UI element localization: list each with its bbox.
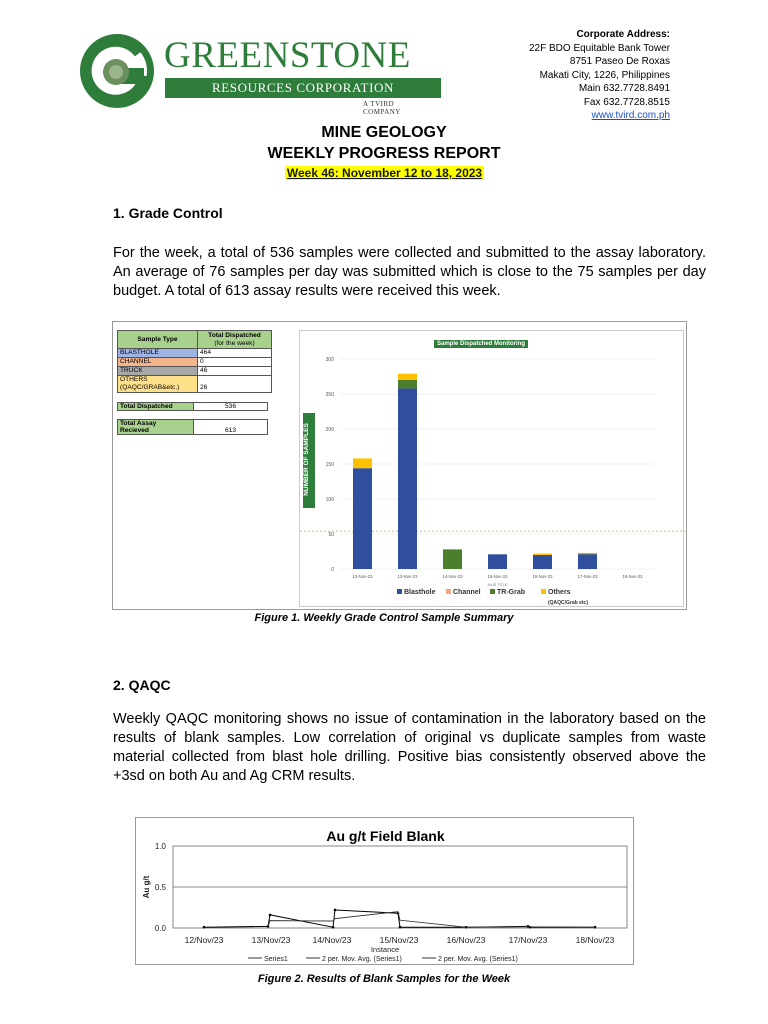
series-line-1: [268, 912, 595, 928]
table-header: Sample Type: [118, 331, 198, 349]
y-axis-label: Au g/t: [142, 875, 151, 899]
legend-label: Others: [548, 589, 571, 596]
table-header-line: (for the week): [214, 339, 255, 347]
data-point: [334, 909, 337, 912]
table-cell-line: OTHERS: [120, 376, 148, 383]
x-axis-label: Instance: [370, 945, 400, 954]
y-tick-label: 100: [325, 497, 334, 503]
data-point: [203, 926, 206, 929]
chart-title: Sample Dispatched Monitoring: [434, 340, 528, 348]
chart-title: Au g/t Field Blank: [326, 828, 445, 844]
total-dispatched-box: [117, 402, 268, 411]
table-row: [118, 358, 272, 367]
bar-segment-tr-grab: [443, 549, 462, 569]
x-tick-label: 12/Nov/23: [184, 935, 224, 945]
y-tick-label: 150: [325, 462, 334, 468]
data-point: [399, 926, 402, 929]
legend-swatch: [446, 589, 451, 594]
x-tick-label: 14/Nov/23: [312, 935, 352, 945]
address-line: 8751 Paseo De Roxas: [569, 56, 670, 67]
bar-segment-blasthole: [533, 555, 552, 569]
x-tick-label: 18/Nov/23: [575, 935, 615, 945]
total-assay-label-line: Recieved: [120, 427, 149, 434]
x-tick-label: 13-Nov-23: [397, 574, 418, 579]
company-name: GREENSTONE: [164, 35, 411, 76]
section-text-qaqc: Weekly QAQC monitoring shows no issue of contamination in the laboratory based on the results of blank samples. Low correlation of original vs duplicate samples from waste material collected from blast hole drilling. Positive bias consistently observed above the +3sd on both Au and Ag CRM results.: [113, 711, 706, 784]
website-link[interactable]: www.tvird.com.ph: [591, 110, 670, 121]
bar-segment-others: [353, 458, 372, 468]
bar-chart-svg: [300, 331, 685, 608]
table-row: [118, 376, 272, 393]
x-tick-label: 18-Nov-23: [622, 574, 643, 579]
y-tick-label: 300: [325, 357, 334, 363]
legend-swatch: [490, 589, 495, 594]
table-row: [118, 349, 272, 358]
section-heading-grade-control: 1. Grade Control: [113, 205, 223, 221]
bar-segment-blasthole: [353, 468, 372, 569]
address-line: 22F BDO Equitable Bank Tower: [528, 42, 670, 54]
series-line-2: [268, 912, 595, 928]
x-tick-label: 14-Nov-23: [442, 574, 463, 579]
address-title: Corporate Address:: [576, 29, 670, 40]
legend-label: Series1: [264, 956, 288, 963]
bar-segment-others: [578, 553, 597, 554]
legend-note: (QAQC/Grab etc): [548, 600, 589, 606]
figure-1-caption: Figure 1. Weekly Grade Control Sample Summary: [254, 612, 514, 624]
y-tick-label: 250: [325, 392, 334, 398]
legend-label: 2 per. Mov. Avg. (Series1): [438, 956, 518, 963]
y-axis-label: NUMBER OF SAMPLES: [303, 423, 310, 496]
total-assay-label: [118, 420, 194, 435]
address-line: Makati City, 1226, Philippines: [539, 69, 670, 81]
figure-2-caption: Figure 2. Results of Blank Samples for the Week: [257, 973, 511, 985]
data-point: [269, 914, 272, 917]
company-tagline: A TVIRD COMPANY: [363, 100, 401, 116]
figure-grade-control-summary: [112, 321, 687, 610]
table-cell: CHANNEL: [118, 358, 198, 367]
week-label: Week 46: November 12 to 18, 2023: [286, 166, 483, 180]
total-assay-box: [117, 419, 268, 435]
total-assay-label-line: Total Assay: [120, 420, 157, 427]
phone-main: Main 632.7728.8491: [578, 83, 670, 94]
section-heading-qaqc: 2. QAQC: [113, 677, 171, 693]
legend-label: TR-Grab: [497, 589, 525, 596]
bar-segment-others: [398, 374, 417, 380]
bar-segment-others: [533, 554, 552, 555]
legend-label: Channel: [453, 589, 481, 596]
table-cell: [118, 376, 198, 393]
x-tick-label: 12-Nov-23: [352, 574, 373, 579]
x-tick-label: 17/Nov/23: [508, 935, 548, 945]
x-tick-label: 16/Nov/23: [446, 935, 486, 945]
company-logo: [78, 32, 411, 122]
x-axis-title: AXIS TITLE: [487, 583, 508, 587]
legend-swatch: [397, 589, 402, 594]
section-text-grade-control: For the week, a total of 536 samples were collected and submitted to the assay laboratory. An average of 76 samples per day was submitted which is close to the 75 samples per day budget. A total of 613 assay results were received this week.: [113, 245, 706, 299]
y-tick-label: 200: [325, 427, 334, 433]
x-tick-label: 16-Nov-23: [532, 574, 553, 579]
sample-summary-table: [117, 330, 272, 393]
table-cell: 0: [198, 358, 272, 367]
company-subtitle: RESOURCES CORPORATION: [165, 78, 441, 98]
total-dispatched-label: Total Dispatched: [118, 403, 194, 411]
bar-segment-tr-grab: [578, 554, 597, 555]
total-assay-value: 613: [194, 420, 268, 435]
x-tick-label: 15/Nov/23: [379, 935, 419, 945]
legend-swatch: [541, 589, 546, 594]
figure-blank-samples: [135, 817, 634, 965]
corporate-address: [529, 28, 670, 123]
y-tick-label: 0: [331, 567, 334, 573]
bar-segment-tr-grab: [398, 380, 417, 388]
table-cell: 46: [198, 367, 272, 376]
sample-dispatch-chart: [299, 330, 684, 607]
table-cell: TRUCK: [118, 367, 198, 376]
y-tick-label: 50: [328, 532, 334, 538]
table-header: [198, 331, 272, 349]
x-tick-label: 17-Nov-23: [577, 574, 598, 579]
greenstone-logo-icon: [78, 32, 156, 110]
bar-segment-blasthole: [398, 388, 417, 569]
total-dispatched-value: 536: [194, 403, 268, 411]
y-tick-label: 1.0: [154, 842, 166, 851]
table-cell: BLASTHOLE: [118, 349, 198, 358]
data-point: [529, 926, 532, 929]
table-cell: 464: [198, 349, 272, 358]
phone-fax: Fax 632.7728.8515: [583, 96, 670, 108]
y-tick-label: 0.5: [154, 883, 166, 892]
data-point: [332, 926, 335, 929]
table-cell-line: (QAQC/GRAB&etc.): [120, 384, 180, 391]
x-tick-label: 15-Nov-23: [487, 574, 508, 579]
y-tick-label: 0.0: [154, 924, 166, 933]
report-subtitle: WEEKLY PROGRESS REPORT: [267, 145, 501, 162]
table-row: [118, 367, 272, 376]
legend-label: 2 per. Mov. Avg. (Series1): [322, 956, 402, 963]
table-header-line: Total Dispatched: [208, 331, 261, 339]
bar-segment-blasthole: [578, 554, 597, 569]
report-title: MINE GEOLOGY: [321, 124, 447, 141]
table-cell: 26: [198, 376, 272, 393]
x-tick-label: 13/Nov/23: [251, 935, 291, 945]
legend-label: Blasthole: [404, 589, 436, 596]
bar-segment-blasthole: [488, 554, 507, 569]
